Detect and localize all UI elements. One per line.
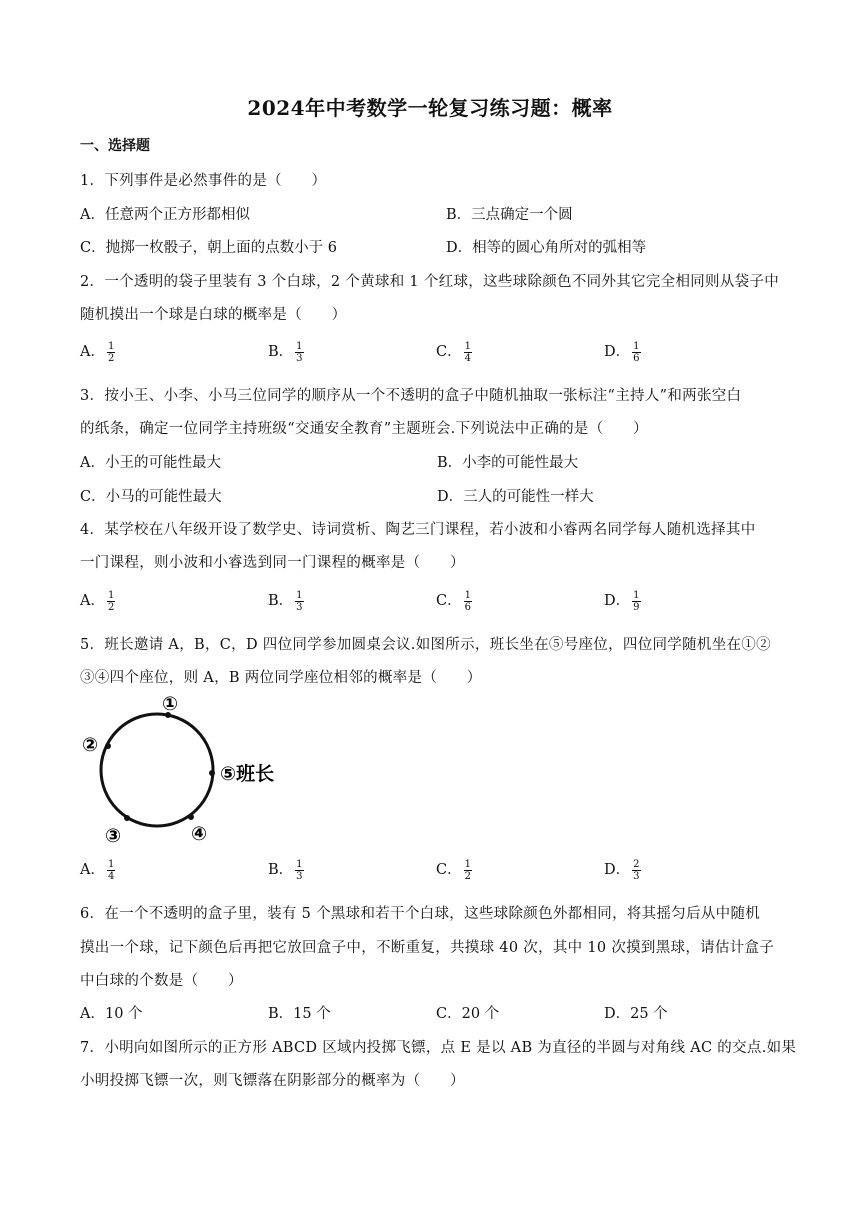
question-6-line-3: 中白球的个数是（ ） (80, 973, 243, 989)
question-5-line-2: ③④四个座位，则 A，B 两位同学座位相邻的概率是（ ） (80, 670, 482, 686)
section-heading: 一、选择题 (80, 138, 150, 154)
numerator: 1 (107, 340, 115, 352)
option-label: D． (604, 593, 631, 609)
numerator: 1 (633, 340, 640, 352)
seat-1-label: ① (162, 693, 179, 715)
fraction (295, 859, 303, 882)
question-3-line-1: 3．按小王、小李、小马三位同学的顺序从一个不透明的盒子中随机抽取一张标注“主持人”和两张空白 (80, 388, 742, 404)
round-table-figure (78, 690, 298, 852)
seat-4-dot (188, 814, 194, 820)
denominator: 3 (296, 601, 303, 613)
q6-option-d: D．25 个 (604, 1006, 668, 1022)
question-1-stem: 1．下列事件是必然事件的是（ ） (80, 173, 327, 189)
numerator: 1 (464, 858, 471, 870)
q1-option-d: D．相等的圆心角所对的弧相等 (446, 240, 647, 256)
question-2-line-2: 随机摸出一个球是白球的概率是（ ） (80, 307, 347, 323)
question-3-line-2: 的纸条，确定一位同学主持班级“交通安全教育”主题班会.下列说法中正确的是（ ） (80, 421, 648, 437)
option-label: D． (604, 344, 631, 360)
numerator: 1 (296, 858, 303, 870)
seat-5-label: ⑤班长 (220, 763, 275, 785)
denominator: 3 (633, 870, 640, 882)
fraction (464, 341, 472, 364)
q5-option-a (80, 858, 115, 882)
option-label: A． (80, 862, 105, 878)
q3-option-d: D．三人的可能性一样大 (437, 489, 594, 505)
fraction (464, 590, 472, 613)
seat-2-dot (105, 743, 111, 749)
option-label: C． (436, 862, 462, 878)
denominator: 2 (464, 870, 471, 882)
option-label: B． (268, 593, 294, 609)
option-label: A． (80, 344, 105, 360)
denominator: 3 (296, 870, 303, 882)
numerator: 1 (633, 589, 640, 601)
q4-option-b (268, 589, 304, 613)
numerator: 2 (633, 858, 640, 870)
q3-option-b: B．小李的可能性最大 (437, 455, 579, 471)
denominator: 6 (633, 352, 640, 364)
seat-3-label: ③ (105, 825, 122, 847)
q5-option-c (436, 858, 472, 882)
option-label: D． (604, 862, 631, 878)
q4-option-c (436, 589, 472, 613)
denominator: 3 (296, 352, 303, 364)
denominator: 2 (107, 352, 115, 364)
option-label: B． (268, 344, 294, 360)
q6-option-c: C．20 个 (436, 1006, 500, 1022)
q6-option-b: B．15 个 (268, 1006, 331, 1022)
question-4-line-2: 一门课程，则小波和小睿选到同一门课程的概率是（ ） (80, 555, 465, 571)
numerator: 1 (107, 589, 115, 601)
question-2-line-1: 2．一个透明的袋子里装有 3 个白球，2 个黄球和 1 个红球，这些球除颜色不同外其它完全相同则从袋子中 (80, 274, 780, 290)
fraction (107, 341, 115, 364)
seat-4-label: ④ (191, 823, 208, 845)
q6-option-a: A．10 个 (80, 1006, 143, 1022)
table-circle (101, 714, 213, 826)
fraction (107, 859, 115, 882)
question-5-line-1: 5．班长邀请 A，B，C，D 四位同学参加圆桌会议.如图所示，班长坐在⑤号座位，四位同学随机坐在①② (80, 637, 771, 653)
q2-option-a (80, 340, 115, 364)
q1-option-c: C．抛掷一枚骰子，朝上面的点数小于 6 (80, 240, 337, 256)
question-6-line-2: 摸出一个球，记下颜色后再把它放回盒子中，不断重复，共摸球 40 次，其中 10 次摸到黑球，请估计盒子 (80, 940, 775, 956)
numerator: 1 (107, 858, 115, 870)
denominator: 4 (464, 352, 471, 364)
q2-option-c (436, 340, 472, 364)
page-title: 2024年中考数学一轮复习练习题：概率 (247, 96, 613, 120)
numerator: 1 (296, 589, 303, 601)
denominator: 2 (107, 601, 115, 613)
fraction (464, 859, 472, 882)
fraction (295, 341, 303, 364)
seat-2-label: ② (82, 734, 99, 756)
question-4-line-1: 4．某学校在八年级开设了数学史、诗词赏析、陶艺三门课程，若小波和小睿两名同学每人随机选择其中 (80, 522, 756, 538)
q3-option-c: C．小马的可能性最大 (80, 489, 222, 505)
question-7-line-2: 小明投掷飞镖一次，则飞镖落在阴影部分的概率为（ ） (80, 1073, 465, 1089)
numerator: 1 (464, 589, 471, 601)
option-label: B． (268, 862, 294, 878)
question-6-line-1: 6．在一个不透明的盒子里，装有 5 个黑球和若干个白球，这些球除颜色外都相同，将其摇匀后从中随机 (80, 906, 761, 922)
fraction (107, 590, 115, 613)
seat-5-dot (209, 770, 215, 776)
numerator: 1 (464, 340, 471, 352)
q4-option-a (80, 589, 115, 613)
q3-option-a: A．小王的可能性最大 (80, 455, 221, 471)
seat-3-dot (124, 815, 130, 821)
q2-option-d (604, 340, 641, 364)
q1-option-a: A．任意两个正方形都相似 (80, 207, 250, 223)
fraction (632, 590, 640, 613)
denominator: 4 (107, 870, 115, 882)
q2-option-b (268, 340, 304, 364)
fraction (295, 590, 303, 613)
q5-option-b (268, 858, 304, 882)
denominator: 6 (464, 601, 471, 613)
option-label: A． (80, 593, 105, 609)
q5-option-d (604, 858, 641, 882)
q1-option-b: B．三点确定一个圆 (446, 207, 573, 223)
q4-option-d (604, 589, 641, 613)
denominator: 9 (633, 601, 640, 613)
option-label: C． (436, 593, 462, 609)
fraction (632, 859, 640, 882)
option-label: C． (436, 344, 462, 360)
fraction (632, 341, 640, 364)
numerator: 1 (296, 340, 303, 352)
question-7-line-1: 7．小明向如图所示的正方形 ABCD 区域内投掷飞镖，点 E 是以 AB 为直径的半圆与对角线 AC 的交点.如果 (80, 1040, 797, 1056)
